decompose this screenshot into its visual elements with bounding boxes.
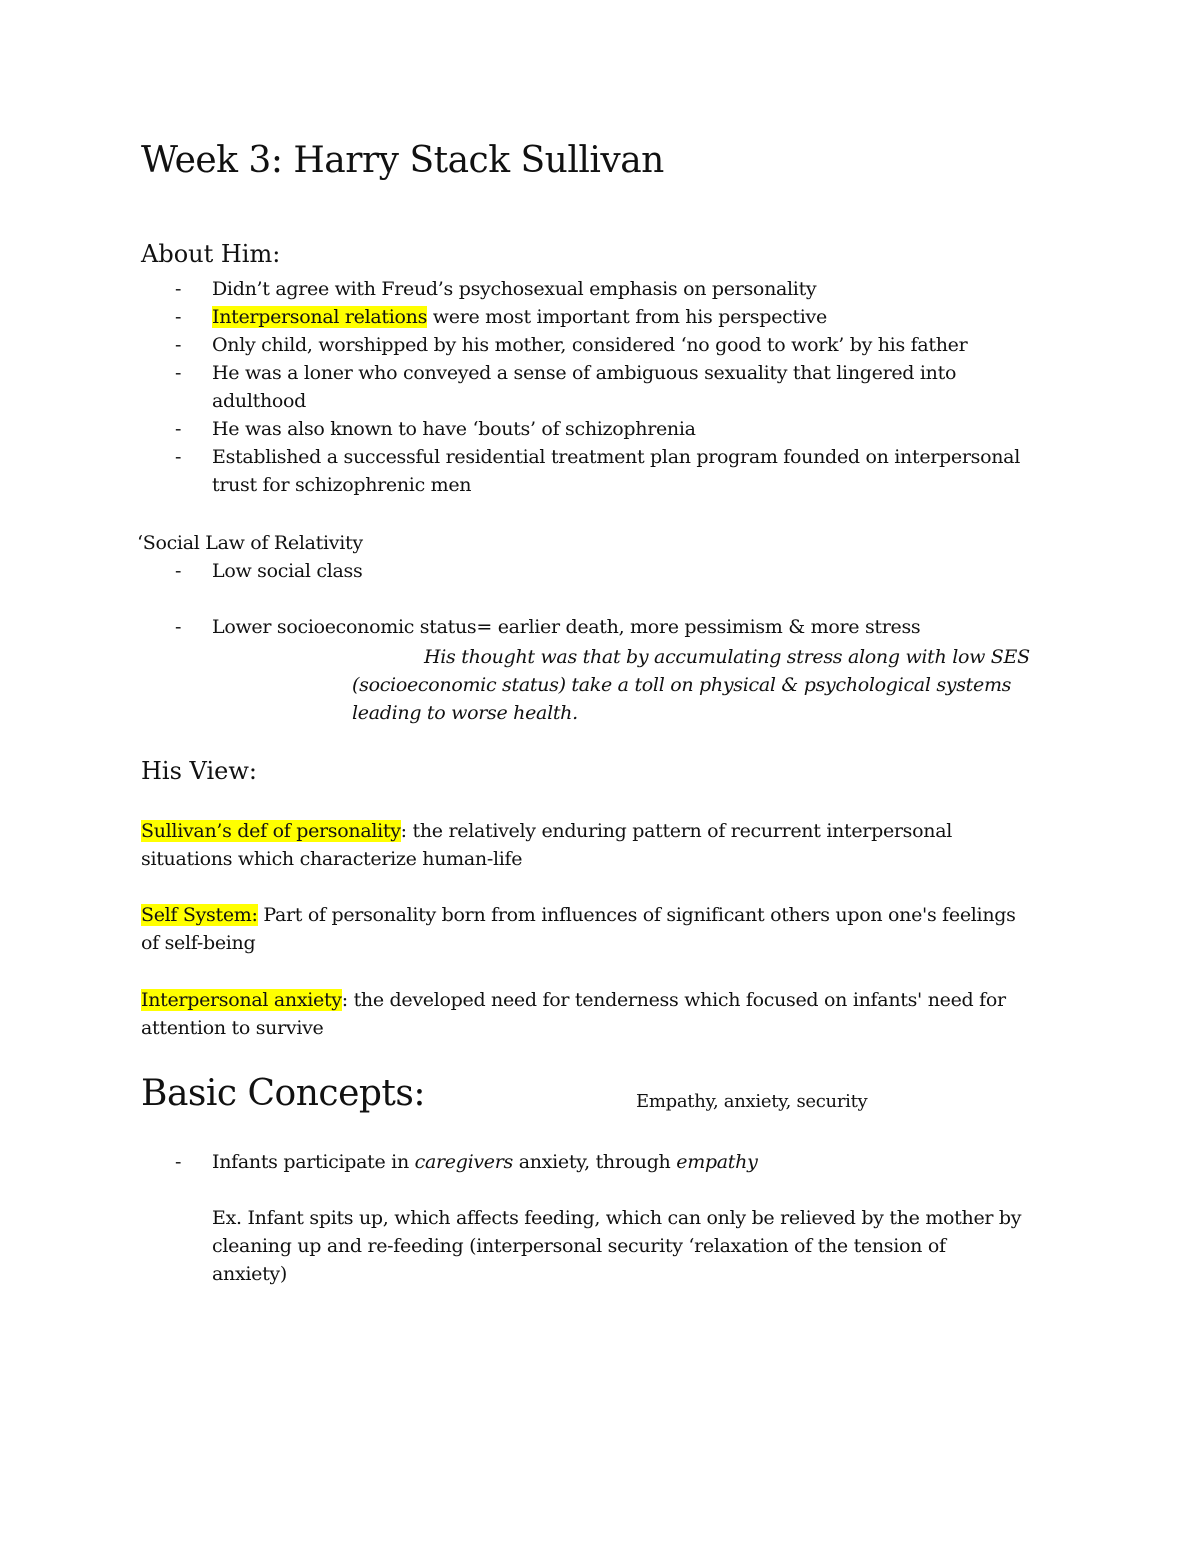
example-line1: Ex. Infant spits up, which affects feeding, which can only be relieved by the mother by — [212, 1207, 1022, 1229]
def-anxiety-line2: attention to survive — [141, 1017, 324, 1039]
about-item-5: He was also known to have ‘bouts’ of schizophrenia — [212, 418, 696, 440]
bullet-dash: - — [175, 278, 182, 300]
social-note-line3: leading to worse health. — [352, 702, 578, 724]
social-note-line1: His thought was that by accumulating stress along with low SES — [424, 646, 1030, 668]
about-item-4-line1: He was a loner who conveyed a sense of ambiguous sexuality that lingered into — [212, 362, 957, 384]
bullet-dash: - — [175, 306, 182, 328]
def-self-system-text: Part of personality born from influences of significant others upon one's feelings — [257, 904, 1016, 926]
def-personality-line2: situations which characterize human-life — [141, 848, 523, 870]
about-item-6-line1: Established a successful residential treatment plan program founded on interpersonal — [212, 446, 1020, 468]
bullet-dash: - — [175, 418, 182, 440]
highlight-term: Interpersonal anxiety — [141, 989, 342, 1011]
concepts-side-note: Empathy, anxiety, security — [636, 1091, 868, 1112]
bullet-dash: - — [175, 1151, 182, 1173]
bullet-dash: - — [175, 560, 182, 582]
highlight-term: Self System: — [141, 904, 258, 926]
highlight-term: Interpersonal relations — [212, 306, 428, 328]
about-item-2-rest: were most important from his perspective — [427, 306, 827, 328]
bullet-dash: - — [175, 362, 182, 384]
page-title: Week 3: Harry Stack Sullivan — [141, 140, 664, 181]
bullet-dash: - — [175, 446, 182, 468]
social-item-1: Low social class — [212, 560, 363, 582]
concepts-heading: Basic Concepts: — [141, 1073, 425, 1114]
about-item-2 — [212, 303, 827, 331]
concepts-item-1-b: caregivers — [414, 1151, 513, 1173]
example-line3: anxiety) — [212, 1263, 287, 1285]
def-anxiety-text: : the developed need for tenderness which focused on infants' need for — [341, 989, 1006, 1011]
bullet-dash: - — [175, 616, 182, 638]
about-item-4-line2: adulthood — [212, 390, 307, 412]
bullet-dash: - — [175, 334, 182, 356]
example-line2: cleaning up and re-feeding (interpersonal security ‘relaxation of the tension of — [212, 1235, 946, 1257]
about-item-6-line2: trust for schizophrenic men — [212, 474, 472, 496]
def-anxiety-line1 — [141, 986, 1006, 1014]
concepts-item-1-c: anxiety, through — [513, 1151, 677, 1173]
view-heading: His View: — [141, 757, 257, 785]
def-personality-line1 — [141, 817, 952, 845]
highlight-term: Sullivan’s def of personality — [141, 820, 401, 842]
concepts-item-1-a: Infants participate in — [212, 1151, 415, 1173]
social-heading: ‘Social Law of Relativity — [137, 532, 363, 554]
social-item-2: Lower socioeconomic status= earlier death, more pessimism & more stress — [212, 616, 921, 638]
social-note-line2: (socioeconomic status) take a toll on physical & psychological systems — [352, 674, 1012, 696]
def-self-system-line2: of self-being — [141, 932, 256, 954]
about-item-3: Only child, worshipped by his mother, considered ‘no good to work’ by his father — [212, 334, 968, 356]
concepts-item-1 — [212, 1148, 758, 1176]
about-item-1: Didn’t agree with Freud’s psychosexual emphasis on personality — [212, 278, 817, 300]
def-personality-text: : the relatively enduring pattern of recurrent interpersonal — [400, 820, 953, 842]
about-heading: About Him: — [141, 240, 281, 268]
concepts-item-1-d: empathy — [676, 1151, 758, 1173]
def-self-system-line1 — [141, 901, 1016, 929]
